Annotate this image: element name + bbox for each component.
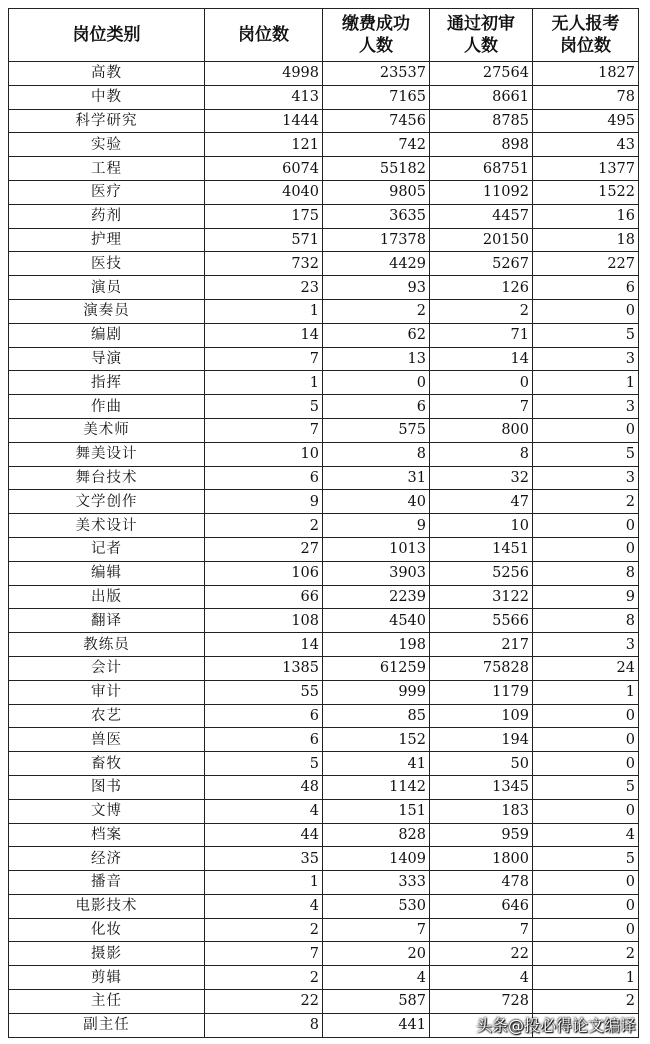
cell-passed-count: 959 [430,823,533,847]
cell-category: 美术设计 [9,514,205,538]
cell-passed-count: 50 [430,752,533,776]
cell-paid-count: 9805 [323,180,430,204]
cell-position-count: 121 [205,133,323,157]
cell-category: 中教 [9,85,205,109]
cell-no-applicant-count: 16 [533,204,639,228]
cell-passed-count: 5256 [430,561,533,585]
cell-category: 电影技术 [9,894,205,918]
cell-position-count: 175 [205,204,323,228]
cell-passed-count: 5566 [430,609,533,633]
table-row [9,537,639,561]
table-row [9,228,639,252]
cell-passed-count: 126 [430,276,533,300]
cell-category: 翻译 [9,609,205,633]
cell-position-count: 6 [205,704,323,728]
cell-category: 记者 [9,537,205,561]
cell-category: 文学创作 [9,490,205,514]
cell-category: 工程 [9,157,205,181]
table-row [9,252,639,276]
cell-category: 农艺 [9,704,205,728]
cell-passed-count: 1179 [430,680,533,704]
table-row [9,418,639,442]
cell-category: 播音 [9,871,205,895]
table-row [9,799,639,823]
cell-paid-count: 17378 [323,228,430,252]
cell-paid-count: 6 [323,395,430,419]
header-text-line: 通过初审 [447,14,515,34]
cell-passed-count: 20150 [430,228,533,252]
cell-no-applicant-count: 1522 [533,180,639,204]
cell-no-applicant-count: 5 [533,323,639,347]
cell-passed-count: 728 [430,990,533,1014]
table-body [9,62,639,1038]
cell-position-count: 413 [205,85,323,109]
cell-paid-count: 828 [323,823,430,847]
cell-no-applicant-count: 1 [533,680,639,704]
cell-no-applicant-count: 24 [533,656,639,680]
header-text-line: 岗位类别 [72,25,141,45]
cell-passed-count: 3122 [430,585,533,609]
cell-passed-count: 109 [430,704,533,728]
table-row [9,490,639,514]
table-row [9,585,639,609]
cell-category: 畜牧 [9,752,205,776]
cell-category: 舞台技术 [9,466,205,490]
cell-paid-count: 13 [323,347,430,371]
cell-paid-count: 198 [323,633,430,657]
table-row [9,847,639,871]
cell-category: 摄影 [9,942,205,966]
cell-position-count: 4998 [205,62,323,86]
cell-position-count: 2 [205,918,323,942]
cell-category: 化妆 [9,918,205,942]
cell-passed-count: 14 [430,347,533,371]
cell-no-applicant-count: 6 [533,276,639,300]
cell-passed-count: 800 [430,418,533,442]
cell-position-count: 1444 [205,109,323,133]
header-text-line: 岗位数 [238,25,289,45]
cell-position-count: 6 [205,466,323,490]
cell-position-count: 571 [205,228,323,252]
cell-paid-count: 20 [323,942,430,966]
cell-paid-count: 3635 [323,204,430,228]
cell-position-count: 66 [205,585,323,609]
cell-paid-count: 152 [323,728,430,752]
cell-passed-count: 1451 [430,537,533,561]
cell-passed-count: 898 [430,133,533,157]
header-text-line: 缴费成功 [342,14,410,34]
cell-no-applicant-count: 8 [533,609,639,633]
cell-position-count: 7 [205,942,323,966]
cell-no-applicant-count: 0 [533,752,639,776]
cell-category: 舞美设计 [9,442,205,466]
cell-no-applicant-count: 3 [533,633,639,657]
cell-passed-count: 478 [430,871,533,895]
cell-passed-count: 11092 [430,180,533,204]
cell-paid-count: 2239 [323,585,430,609]
header-text-line: 人数 [359,36,393,56]
table-row [9,204,639,228]
cell-paid-count: 999 [323,680,430,704]
cell-paid-count: 85 [323,704,430,728]
cell-position-count: 2 [205,514,323,538]
job-statistics-table [8,8,639,1038]
cell-passed-count: 71 [430,323,533,347]
cell-no-applicant-count: 0 [533,871,639,895]
cell-paid-count: 40 [323,490,430,514]
cell-passed-count: 75828 [430,656,533,680]
cell-no-applicant-count: 0 [533,299,639,323]
cell-passed-count: 32 [430,466,533,490]
cell-passed-count: 8661 [430,85,533,109]
cell-passed-count: 7 [430,918,533,942]
cell-paid-count: 61259 [323,656,430,680]
table-row [9,109,639,133]
cell-passed-count: 7 [430,395,533,419]
cell-no-applicant-count: 0 [533,704,639,728]
table-row [9,157,639,181]
cell-position-count: 1385 [205,656,323,680]
cell-category: 医疗 [9,180,205,204]
cell-position-count: 4 [205,799,323,823]
cell-position-count: 7 [205,347,323,371]
cell-passed-count: 27564 [430,62,533,86]
cell-paid-count: 3903 [323,561,430,585]
cell-category: 经济 [9,847,205,871]
table-row [9,514,639,538]
cell-no-applicant-count: 5 [533,775,639,799]
table-row [9,62,639,86]
cell-position-count: 106 [205,561,323,585]
cell-no-applicant-count: 0 [533,894,639,918]
header-passed-count [430,9,533,62]
cell-paid-count: 2 [323,299,430,323]
cell-passed-count: 194 [430,728,533,752]
cell-no-applicant-count: 0 [533,728,639,752]
cell-paid-count: 7165 [323,85,430,109]
cell-paid-count: 742 [323,133,430,157]
cell-no-applicant-count: 4 [533,823,639,847]
table-row [9,704,639,728]
table-row [9,133,639,157]
table-row [9,180,639,204]
cell-passed-count: 68751 [430,157,533,181]
cell-paid-count: 4429 [323,252,430,276]
header-text-line: 人数 [464,36,498,56]
header-paid-count [323,9,430,62]
table-row [9,276,639,300]
cell-category: 演员 [9,276,205,300]
cell-position-count: 6074 [205,157,323,181]
cell-no-applicant-count: 43 [533,133,639,157]
cell-category: 文博 [9,799,205,823]
cell-paid-count: 7 [323,918,430,942]
cell-no-applicant-count: 1377 [533,157,639,181]
cell-paid-count: 441 [323,1013,430,1037]
table-header [9,9,639,62]
cell-paid-count: 0 [323,371,430,395]
table-row [9,299,639,323]
table-row [9,609,639,633]
table-row [9,395,639,419]
cell-category: 指挥 [9,371,205,395]
cell-no-applicant-count: 78 [533,85,639,109]
header-text-line: 岗位数 [560,36,611,56]
cell-no-applicant-count: 18 [533,228,639,252]
cell-category: 药剂 [9,204,205,228]
cell-no-applicant-count: 5 [533,847,639,871]
table-row [9,728,639,752]
table-row [9,633,639,657]
cell-passed-count: 2 [430,299,533,323]
cell-position-count: 5 [205,395,323,419]
table-row [9,323,639,347]
cell-passed-count: 0 [430,371,533,395]
cell-paid-count: 4 [323,966,430,990]
cell-category: 教练员 [9,633,205,657]
cell-paid-count: 9 [323,514,430,538]
cell-position-count: 1 [205,371,323,395]
table-row [9,966,639,990]
cell-category: 演奏员 [9,299,205,323]
table-row [9,442,639,466]
cell-category: 导演 [9,347,205,371]
cell-no-applicant-count: 0 [533,418,639,442]
table-row [9,871,639,895]
header-position-count [205,9,323,62]
cell-no-applicant-count: 227 [533,252,639,276]
cell-passed-count: 8 [430,442,533,466]
cell-position-count: 1 [205,299,323,323]
cell-no-applicant-count: 0 [533,537,639,561]
cell-no-applicant-count: 0 [533,918,639,942]
cell-passed-count: 1800 [430,847,533,871]
cell-no-applicant-count: 1 [533,966,639,990]
cell-position-count: 35 [205,847,323,871]
cell-category: 作曲 [9,395,205,419]
cell-category: 审计 [9,680,205,704]
cell-passed-count: 5267 [430,252,533,276]
cell-category: 图书 [9,775,205,799]
cell-category: 编剧 [9,323,205,347]
cell-category: 剪辑 [9,966,205,990]
table-row [9,371,639,395]
cell-passed-count: 183 [430,799,533,823]
cell-position-count: 10 [205,442,323,466]
cell-paid-count: 31 [323,466,430,490]
cell-paid-count: 1142 [323,775,430,799]
cell-position-count: 55 [205,680,323,704]
cell-category: 主任 [9,990,205,1014]
cell-no-applicant-count: 3 [533,347,639,371]
cell-no-applicant-count: 2 [533,942,639,966]
cell-passed-count: 4457 [430,204,533,228]
cell-passed-count: 646 [430,894,533,918]
table-row [9,894,639,918]
cell-no-applicant-count: 3 [533,466,639,490]
data-table-sheet [8,8,638,1038]
cell-category: 档案 [9,823,205,847]
cell-paid-count: 4540 [323,609,430,633]
cell-position-count: 9 [205,490,323,514]
cell-no-applicant-count: 2 [533,490,639,514]
cell-position-count: 22 [205,990,323,1014]
cell-position-count: 1 [205,871,323,895]
cell-position-count: 5 [205,752,323,776]
cell-position-count: 7 [205,418,323,442]
cell-paid-count: 62 [323,323,430,347]
cell-passed-count: 4 [430,966,533,990]
cell-no-applicant-count: 1827 [533,62,639,86]
table-row [9,561,639,585]
cell-paid-count: 151 [323,799,430,823]
cell-no-applicant-count: 495 [533,109,639,133]
cell-no-applicant-count: 0 [533,799,639,823]
cell-position-count: 48 [205,775,323,799]
cell-position-count: 14 [205,633,323,657]
table-row [9,918,639,942]
cell-paid-count: 23537 [323,62,430,86]
cell-no-applicant-count: 9 [533,585,639,609]
header-row [9,9,639,62]
cell-position-count: 732 [205,252,323,276]
cell-paid-count: 8 [323,442,430,466]
cell-paid-count: 333 [323,871,430,895]
table-row [9,85,639,109]
cell-no-applicant-count: 8 [533,561,639,585]
cell-position-count: 44 [205,823,323,847]
cell-paid-count: 41 [323,752,430,776]
cell-category: 出版 [9,585,205,609]
header-no-applicant-count [533,9,639,62]
table-row [9,347,639,371]
cell-position-count: 6 [205,728,323,752]
cell-position-count: 27 [205,537,323,561]
cell-paid-count: 93 [323,276,430,300]
table-row [9,466,639,490]
cell-paid-count: 575 [323,418,430,442]
cell-position-count: 108 [205,609,323,633]
header-text-line: 无人报考 [551,14,620,34]
cell-passed-count: 10 [430,514,533,538]
cell-paid-count: 55182 [323,157,430,181]
cell-category: 高教 [9,62,205,86]
cell-no-applicant-count: 0 [533,514,639,538]
cell-passed-count: 47 [430,490,533,514]
cell-category: 副主任 [9,1013,205,1037]
table-row [9,752,639,776]
cell-position-count: 2 [205,966,323,990]
cell-category: 兽医 [9,728,205,752]
cell-paid-count: 530 [323,894,430,918]
cell-position-count: 8 [205,1013,323,1037]
cell-passed-count: 22 [430,942,533,966]
cell-category: 会计 [9,656,205,680]
cell-paid-count: 1409 [323,847,430,871]
cell-paid-count: 1013 [323,537,430,561]
cell-passed-count: 217 [430,633,533,657]
cell-paid-count: 587 [323,990,430,1014]
cell-no-applicant-count: 1 [533,371,639,395]
table-row [9,942,639,966]
cell-category: 编辑 [9,561,205,585]
table-row [9,656,639,680]
cell-passed-count: 8785 [430,109,533,133]
cell-no-applicant-count: 3 [533,395,639,419]
cell-category: 医技 [9,252,205,276]
table-row [9,823,639,847]
table-row [9,775,639,799]
cell-position-count: 4040 [205,180,323,204]
cell-position-count: 14 [205,323,323,347]
cell-position-count: 4 [205,894,323,918]
header-category [9,9,205,62]
cell-no-applicant-count: 5 [533,442,639,466]
cell-position-count: 23 [205,276,323,300]
cell-category: 实验 [9,133,205,157]
cell-passed-count: 1345 [430,775,533,799]
cell-category: 美术师 [9,418,205,442]
table-row [9,680,639,704]
cell-paid-count: 7456 [323,109,430,133]
watermark-text: 头条@投必得论文编译 [475,1016,636,1035]
cell-category: 科学研究 [9,109,205,133]
table-row [9,990,639,1014]
cell-no-applicant-count: 2 [533,990,639,1014]
cell-category: 护理 [9,228,205,252]
